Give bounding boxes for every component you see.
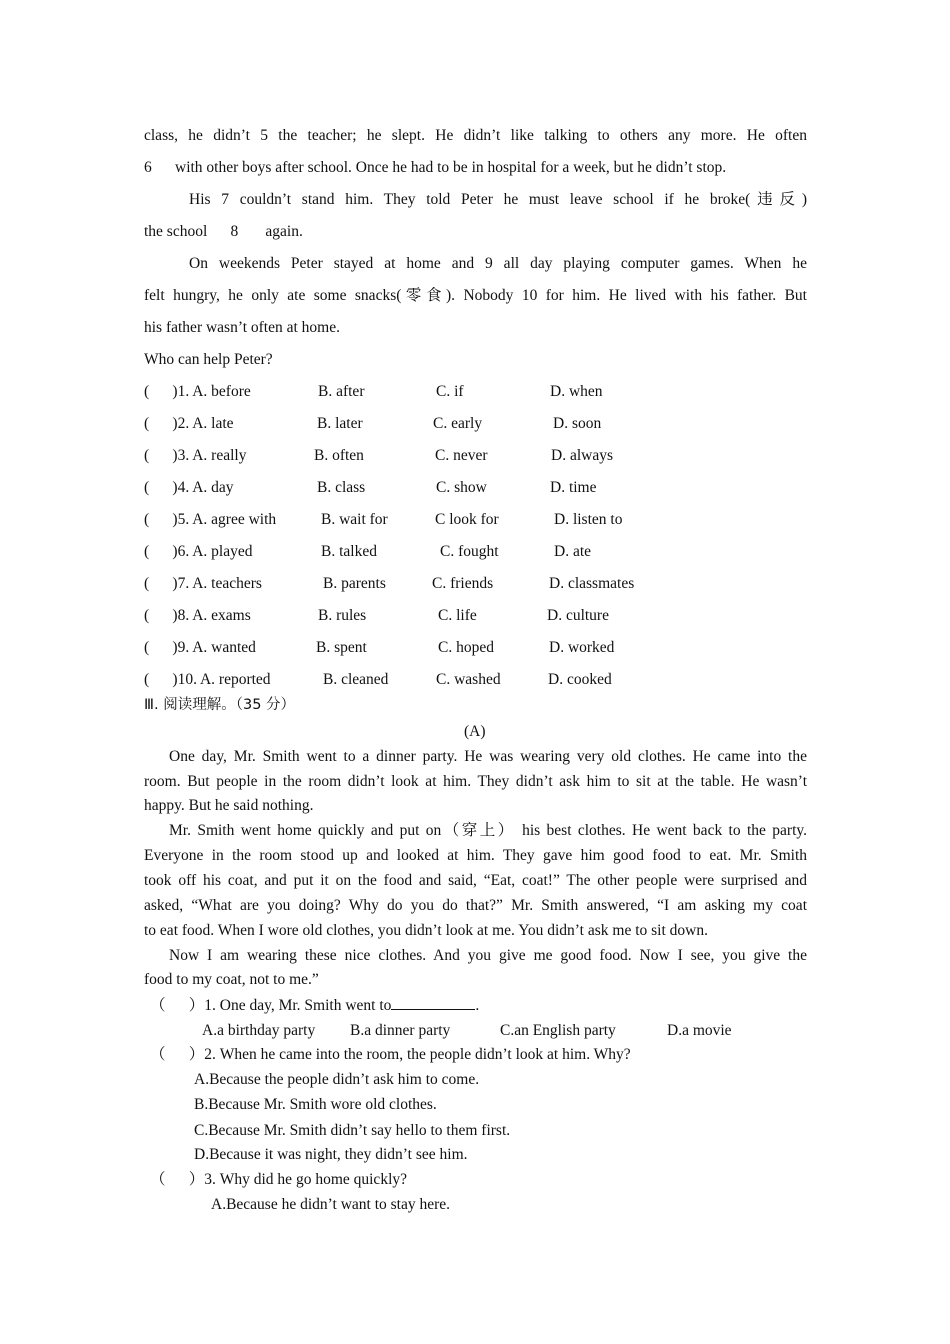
cloze-q5-a: ( )5. A. agree with: [144, 511, 277, 528]
passage-line-7: asked, “What are you doing? Why do you do that?” Mr. Smith answered, “I am asking my coat: [144, 897, 807, 914]
passage-label: (A): [464, 723, 486, 740]
passage-line-5: Everyone in the room stood up and looked at him. They gave him good food to eat. Mr. Smith: [144, 847, 807, 864]
cloze-line-1: class, he didn’t 5 the teacher; he slept. He didn’t like talking to others any more. He often: [144, 127, 807, 144]
cloze-q6-d: D. ate: [554, 543, 592, 560]
cloze-q8-b: B. rules: [318, 607, 367, 624]
cloze-q6-a: ( )6. A. played: [144, 543, 253, 560]
cloze-line-3: His 7 couldn’t stand him. They told Peter he must leave school if he broke(违反): [189, 191, 807, 208]
passage-line-1: One day, Mr. Smith went to a dinner party. He was wearing very old clothes. He came into the: [169, 748, 807, 765]
cloze-q4-d: D. time: [550, 479, 597, 496]
cloze-q1-b: B. after: [318, 383, 365, 400]
cloze-q9-c: C. hoped: [438, 639, 494, 656]
reading-q3-stem: （ ）3. Why did he go home quickly?: [150, 1171, 407, 1188]
cloze-q2-a: ( )2. A. late: [144, 415, 234, 432]
passage-line-3: happy. But he said nothing.: [144, 797, 314, 814]
reading-q2-c: C.Because Mr. Smith didn’t say hello to them first.: [194, 1122, 511, 1139]
cloze-q7-b: B. parents: [323, 575, 386, 592]
passage-line-6: took off his coat, and put it on the food and said, “Eat, coat!” The other people were surprised and: [144, 872, 807, 889]
cloze-q3-b: B. often: [314, 447, 364, 464]
reading-q1-a: A.a birthday party: [202, 1022, 316, 1039]
reading-q2-b: B.Because Mr. Smith wore old clothes.: [194, 1096, 437, 1113]
cloze-q9-d: D. worked: [549, 639, 615, 656]
cloze-q10-d: D. cooked: [548, 671, 612, 688]
cloze-q9-a: ( )9. A. wanted: [144, 639, 256, 656]
passage-line-9: Now I am wearing these nice clothes. And you give me good food. Now I see, you give the: [169, 947, 807, 964]
cloze-q8-a: ( )8. A. exams: [144, 607, 251, 624]
cloze-q10-a: ( )10. A. reported: [144, 671, 271, 688]
reading-q2-stem: （ ）2. When he came into the room, the people didn’t look at him. Why?: [150, 1046, 631, 1063]
passage-line-4: Mr. Smith went home quickly and put on（穿上） his best clothes. He went back to the party.: [169, 822, 807, 839]
passage-line-8: to eat food. When I wore old clothes, you didn’t look at me. You didn’t ask me to sit down.: [144, 922, 708, 939]
cloze-q4-a: ( )4. A. day: [144, 479, 234, 496]
answer-blank: [391, 995, 475, 1010]
reading-q3-a: A.Because he didn’t want to stay here.: [211, 1196, 451, 1213]
cloze-line-8: Who can help Peter?: [144, 351, 273, 368]
cloze-q7-a: ( )7. A. teachers: [144, 575, 262, 592]
cloze-q6-c: C. fought: [440, 543, 499, 560]
reading-q1-stem-text: （ ）1. One day, Mr. Smith went to: [150, 997, 392, 1014]
passage-line-10: food to my coat, not to me.”: [144, 971, 319, 988]
reading-q2-a: A.Because the people didn’t ask him to come.: [194, 1071, 480, 1088]
cloze-q7-c: C. friends: [432, 575, 494, 592]
cloze-line-5: On weekends Peter stayed at home and 9 all day playing computer games. When he: [189, 255, 807, 272]
reading-q1-b: B.a dinner party: [350, 1022, 451, 1039]
cloze-q1-c: C. if: [436, 383, 464, 400]
cloze-q8-d: D. culture: [547, 607, 609, 624]
reading-q2-d: D.Because it was night, they didn’t see him.: [194, 1146, 468, 1163]
cloze-q4-c: C. show: [436, 479, 487, 496]
cloze-line-7: his father wasn’t often at home.: [144, 319, 340, 336]
reading-q1-stem-end: .: [475, 997, 480, 1014]
cloze-q3-c: C. never: [435, 447, 488, 464]
cloze-q1-a: ( )1. A. before: [144, 383, 251, 400]
cloze-line-6: felt hungry, he only ate some snacks(零食). Nobody 10 for him. He lived with his father. But: [144, 287, 807, 304]
cloze-line-4: the school 8 again.: [144, 223, 303, 240]
cloze-q10-b: B. cleaned: [323, 671, 389, 688]
reading-q1-d: D.a movie: [667, 1022, 732, 1039]
cloze-q2-d: D. soon: [553, 415, 602, 432]
cloze-q10-c: C. washed: [436, 671, 501, 688]
cloze-q7-d: D. classmates: [549, 575, 635, 592]
cloze-line-2: 6 with other boys after school. Once he had to be in hospital for a week, but he didn’t stop.: [144, 159, 727, 176]
passage-line-2: room. But people in the room didn’t look at him. They didn’t ask him to sit at the table. He wasn’t: [144, 773, 807, 790]
section-heading: Ⅲ. 阅读理解。（35 分）: [144, 697, 296, 713]
cloze-q4-b: B. class: [317, 479, 366, 496]
reading-q1-stem: [150, 995, 479, 1016]
cloze-q5-b: B. wait for: [321, 511, 388, 528]
cloze-q5-d: D. listen to: [554, 511, 623, 528]
cloze-q6-b: B. talked: [321, 543, 377, 560]
cloze-q2-b: B. later: [317, 415, 363, 432]
cloze-q1-d: D. when: [550, 383, 603, 400]
cloze-q9-b: B. spent: [316, 639, 367, 656]
cloze-q8-c: C. life: [438, 607, 477, 624]
cloze-q3-a: ( )3. A. really: [144, 447, 247, 464]
cloze-q5-c: C look for: [435, 511, 499, 528]
cloze-q3-d: D. always: [551, 447, 613, 464]
reading-q1-c: C.an English party: [500, 1022, 616, 1039]
cloze-q2-c: C. early: [433, 415, 483, 432]
